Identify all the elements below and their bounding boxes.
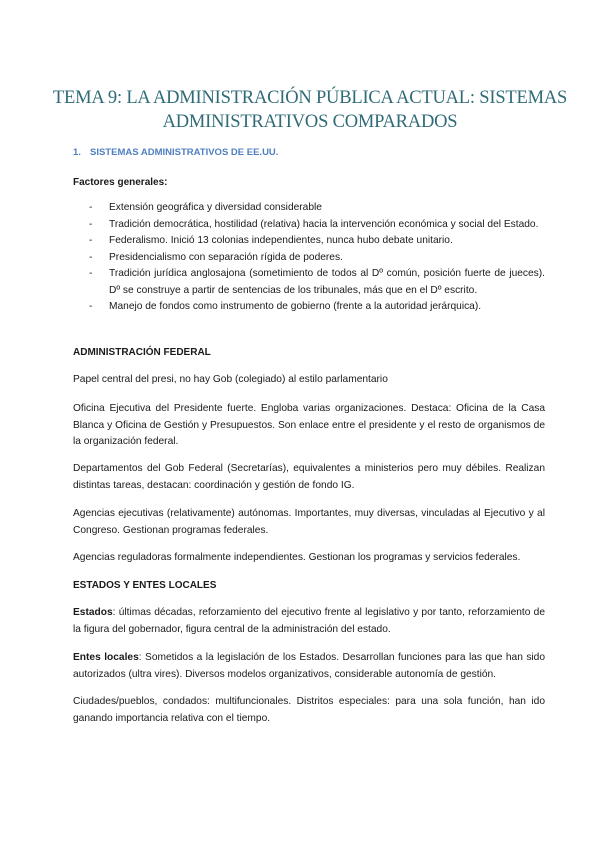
title-line-1: TEMA 9: LA ADMINISTRACIÓN PÚBLICA ACTUAL: SISTEMAS bbox=[52, 88, 568, 108]
estados-heading: ESTADOS Y ENTES LOCALES bbox=[73, 580, 217, 591]
section-heading bbox=[73, 147, 278, 158]
title-line-2: ADMINISTRATIVOS COMPARADOS bbox=[162, 112, 458, 132]
paragraph-text: : Sometidos a la legislación de los Estados. Desarrollan funciones para las que han sido autorizados (ultra vires). Diversos modelos organizativos, considerable autonomía de gestión. bbox=[73, 652, 546, 680]
paragraph: Agencias reguladoras formalmente independientes. Gestionan los programas y servicios federales. bbox=[73, 552, 521, 563]
list-item bbox=[73, 200, 545, 217]
list-item bbox=[73, 217, 545, 234]
lead-term: Estados bbox=[73, 607, 113, 618]
paragraph-entes-locales bbox=[73, 650, 545, 683]
bullet-dash: - bbox=[89, 235, 93, 246]
list-item-text: Extensión geográfica y diversidad considerable bbox=[109, 202, 322, 213]
factores-list bbox=[73, 200, 545, 316]
section-number: 1. bbox=[73, 147, 81, 158]
bullet-dash: - bbox=[89, 268, 93, 279]
bullet-dash: - bbox=[89, 202, 93, 213]
paragraph-text: : últimas décadas, reforzamiento del ejecutivo frente al legislativo y por tanto, reforzamiento de la figura del gobernador, figura central de la administración del estado. bbox=[73, 607, 545, 635]
list-item bbox=[73, 250, 545, 267]
factores-heading: Factores generales: bbox=[73, 177, 168, 188]
paragraph-estados bbox=[73, 605, 545, 638]
list-item bbox=[73, 266, 545, 299]
bullet-dash: - bbox=[89, 301, 93, 312]
paragraph: Oficina Ejecutiva del Presidente fuerte. Engloba varias organizaciones. Destaca: Oficina de la Casa Blanca y Oficina de Gestión y Presupuestos. Son enlace entre el presidente y el resto de organismos de la organización federal. bbox=[73, 403, 545, 447]
federal-heading: ADMINISTRACIÓN FEDERAL bbox=[73, 347, 211, 358]
list-item-text: Manejo de fondos como instrumento de gobierno (frente a la autoridad jerárquica). bbox=[109, 301, 482, 312]
list-item bbox=[73, 233, 545, 250]
bullet-dash: - bbox=[89, 218, 93, 230]
list-item-text: Tradición jurídica anglosajona (sometimiento de todos al Dº común, posición fuerte de jueces). Dº se construye a partir de sentencias de los tribunales, más que en el Dº escrito. bbox=[109, 268, 545, 296]
paragraph: Papel central del presi, no hay Gob (colegiado) al estilo parlamentario bbox=[73, 374, 388, 385]
bullet-dash: - bbox=[89, 251, 93, 263]
list-item-text: Tradición democrática, hostilidad (relativa) hacia la intervención económica y social del Estado. bbox=[109, 218, 539, 230]
document-title bbox=[40, 86, 580, 134]
paragraph: Agencias ejecutivas (relativamente) autónomas. Importantes, muy diversas, vinculadas al Ejecutivo y al Congreso. Gestionan programas federales. bbox=[73, 508, 545, 536]
paragraph: Ciudades/pueblos, condados: multifuncionales. Distritos especiales: para una sola función, han ido ganando importancia relativa con el tiempo. bbox=[73, 696, 545, 724]
paragraph: Departamentos del Gob Federal (Secretarías), equivalentes a ministerios pero muy débiles. Realizan distintas tareas, destacan: coordinación y gestión de fondo IG. bbox=[73, 463, 545, 491]
lead-term: Entes locales bbox=[73, 652, 139, 663]
list-item-text: Presidencialismo con separación rígida de poderes. bbox=[109, 251, 343, 263]
list-item-text: Federalismo. Inició 13 colonias independientes, nunca hubo debate unitario. bbox=[109, 235, 453, 246]
section-label: SISTEMAS ADMINISTRATIVOS DE EE.UU. bbox=[90, 147, 279, 158]
list-item bbox=[73, 299, 545, 316]
